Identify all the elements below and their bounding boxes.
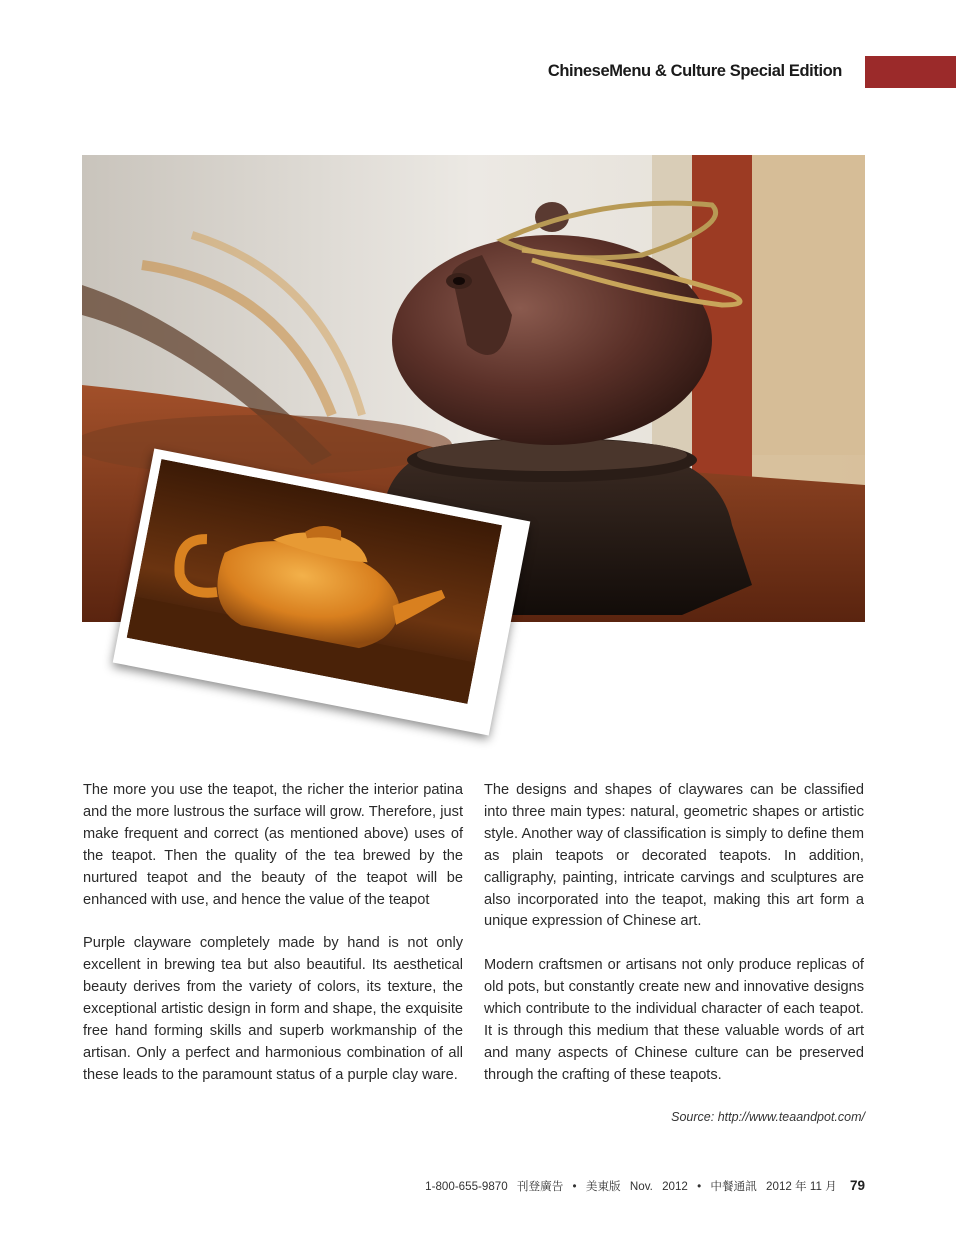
- footer-separator-dot-2: •: [697, 1180, 702, 1193]
- footer-separator-dot-1: •: [572, 1180, 577, 1193]
- right-text-column: [484, 780, 864, 1109]
- left-paragraph-2: Purple clayware completely made by hand is not only excellent in brewing tea but also beautiful. Its aesthetical beauty derives from the variety of colors, its texture, the exceptional artistic design in form and shape, the exquisite free hand forming skills and superb workmanship of the artisan. Only a perfect and harmonious combination of all these leads to the paramount status of a purple clay ware.: [83, 935, 463, 1083]
- footer-date-cn: 2012 年 11 月: [766, 1180, 837, 1193]
- left-text-column: [83, 780, 463, 1109]
- footer-phone: 1-800-655-9870: [425, 1180, 508, 1193]
- footer-month: Nov.: [629, 1180, 653, 1193]
- footer-ad-label: 刊登廣告: [516, 1180, 564, 1193]
- footer-year: 2012: [662, 1180, 688, 1193]
- right-paragraph-1: The designs and shapes of claywares can be classified into three main types: natural, geometric shapes or artistic style. Another way of classification is simply to define them as plain teapots or decorated teapots. In addition, calligraphy, painting, intricate carvings and sculptures are also incorporated into the teapot, making this art form a unique expression of Chinese art.: [484, 782, 864, 930]
- page-footer: [419, 1178, 865, 1194]
- page-header-title: ChineseMenu & Culture Special Edition: [547, 62, 842, 80]
- footer-publication: 中餐通訊: [710, 1180, 757, 1193]
- source-credit: Source: http://www.teaandpot.com/: [671, 1110, 865, 1124]
- left-paragraph-1: The more you use the teapot, the richer the interior patina and the more lustrous the surface will grow. Therefore, just make frequent and correct (as mentioned above) uses of the teapot. Then the quality of the tea brewed by the nurtured teapot and the beauty of the teapot will be enhanced with use, and hence the value of the teapot: [83, 782, 463, 908]
- page-number: 79: [849, 1178, 865, 1193]
- footer-edition: 美東版: [585, 1180, 621, 1193]
- header-accent-bar: [865, 56, 956, 88]
- right-paragraph-2: Modern craftsmen or artisans not only produce replicas of old pots, but constantly create new and innovative designs which contribute to the individual character of each teapot. It is through this medium that these valuable words of art and many aspects of Chinese culture can be preserved through the crafting of these teapots.: [484, 957, 864, 1083]
